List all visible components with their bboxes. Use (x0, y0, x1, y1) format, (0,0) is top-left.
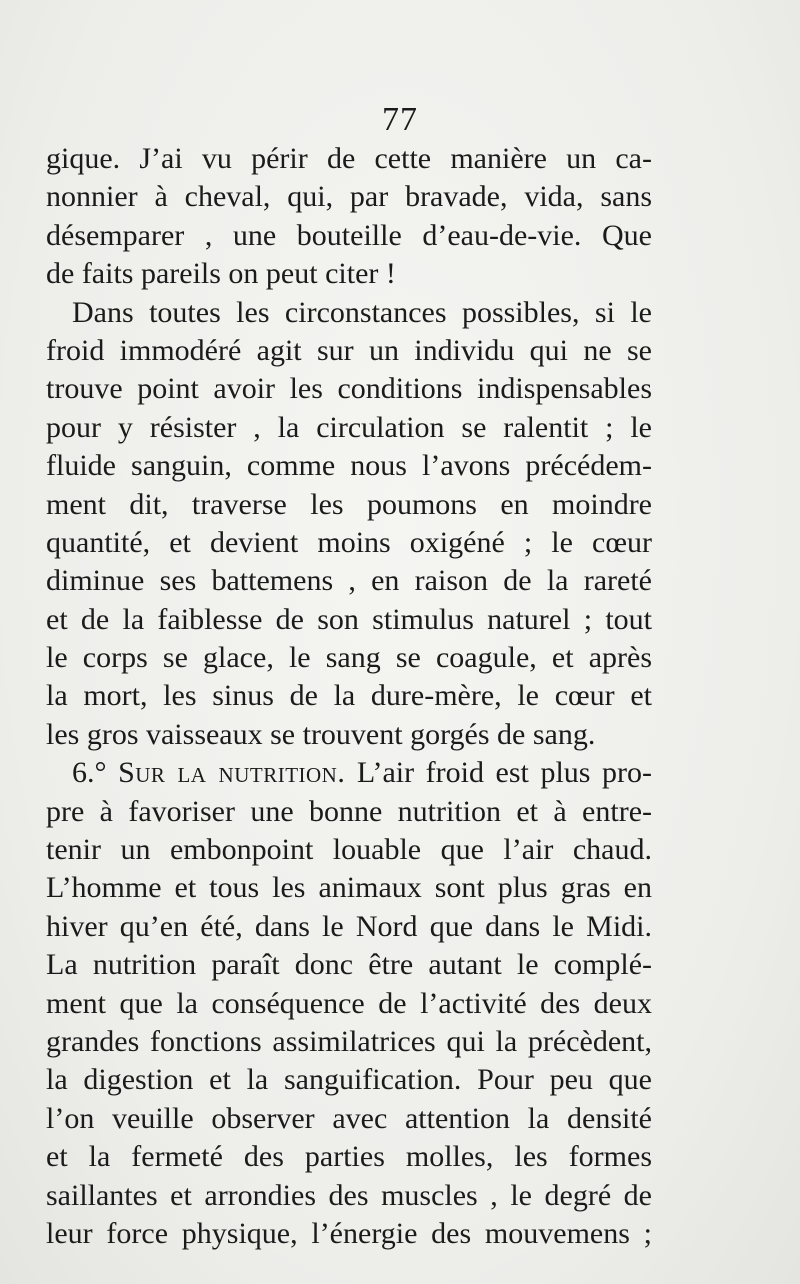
body-text (46, 140, 652, 1253)
text-line: quantité, et devient moins oxigéné ; le cœur (46, 525, 652, 559)
text-line: gique. J’ai vu périr de cette manière un ca- (46, 142, 652, 175)
text-line: pre à favoriser une bonne nutrition et à entre- (46, 794, 652, 828)
text-line: la mort, les sinus de la dure-mère, le cœur et (46, 679, 652, 713)
text-line: la digestion et la sanguification. Pour peu que (46, 1063, 652, 1097)
text-line: l’on veuille observer avec attention la densité (46, 1101, 652, 1135)
text-line: diminue ses battemens , en raison de la rareté (46, 564, 652, 598)
text-line: de faits pareils on peut citer ! (46, 257, 396, 291)
section-number: 6.° (72, 756, 119, 790)
text-line: désemparer , une bouteille d’eau-de-vie. Que (46, 218, 652, 252)
text-line: les gros vaisseaux se trouvent gorgés de sang. (46, 717, 596, 751)
section-text: L’air froid est plus pro- (345, 756, 652, 790)
section-heading-line (46, 754, 652, 792)
text-line: saillantes et arrondies des muscles , le degré de (46, 1178, 652, 1212)
text-line: nonnier à cheval, qui, par bravade, vida, sans (46, 180, 652, 214)
text-line: pour y résister , la circulation se ralentit ; le (46, 410, 652, 444)
text-line: ment dit, traverse les poumons en moindre (46, 487, 652, 521)
text-line: La nutrition paraît donc être autant le complé- (46, 948, 652, 982)
text-line: grandes fonctions assimilatrices qui la précèdent, (46, 1024, 652, 1058)
text-line: fluide sanguin, comme nous l’avons précédem- (46, 449, 652, 483)
text-line: le corps se glace, le sang se coagule, et après (46, 641, 652, 675)
text-line: froid immodéré agit sur un individu qui ne se (46, 333, 652, 367)
text-line: trouve point avoir les conditions indispensables (46, 372, 652, 406)
text-line: et de la faiblesse de son stimulus naturel ; tout (46, 602, 652, 636)
text-line: tenir un embonpoint louable que l’air chaud. (46, 833, 652, 867)
paragraph-start-line: Dans toutes les circonstances possibles, si le (72, 295, 652, 329)
text-line: et la fermeté des parties molles, les formes (46, 1140, 652, 1174)
text-line: L’homme et tous les animaux sont plus gras en (46, 871, 652, 905)
text-line: leur force physique, l’énergie des mouvemens ; (46, 1216, 652, 1250)
section-title: Sur la nutrition. (118, 756, 346, 790)
text-line: hiver qu’en été, dans le Nord que dans le Midi. (46, 909, 652, 943)
text-line: ment que la conséquence de l’activité des deux (46, 986, 652, 1020)
page-number: 77 (382, 101, 418, 138)
